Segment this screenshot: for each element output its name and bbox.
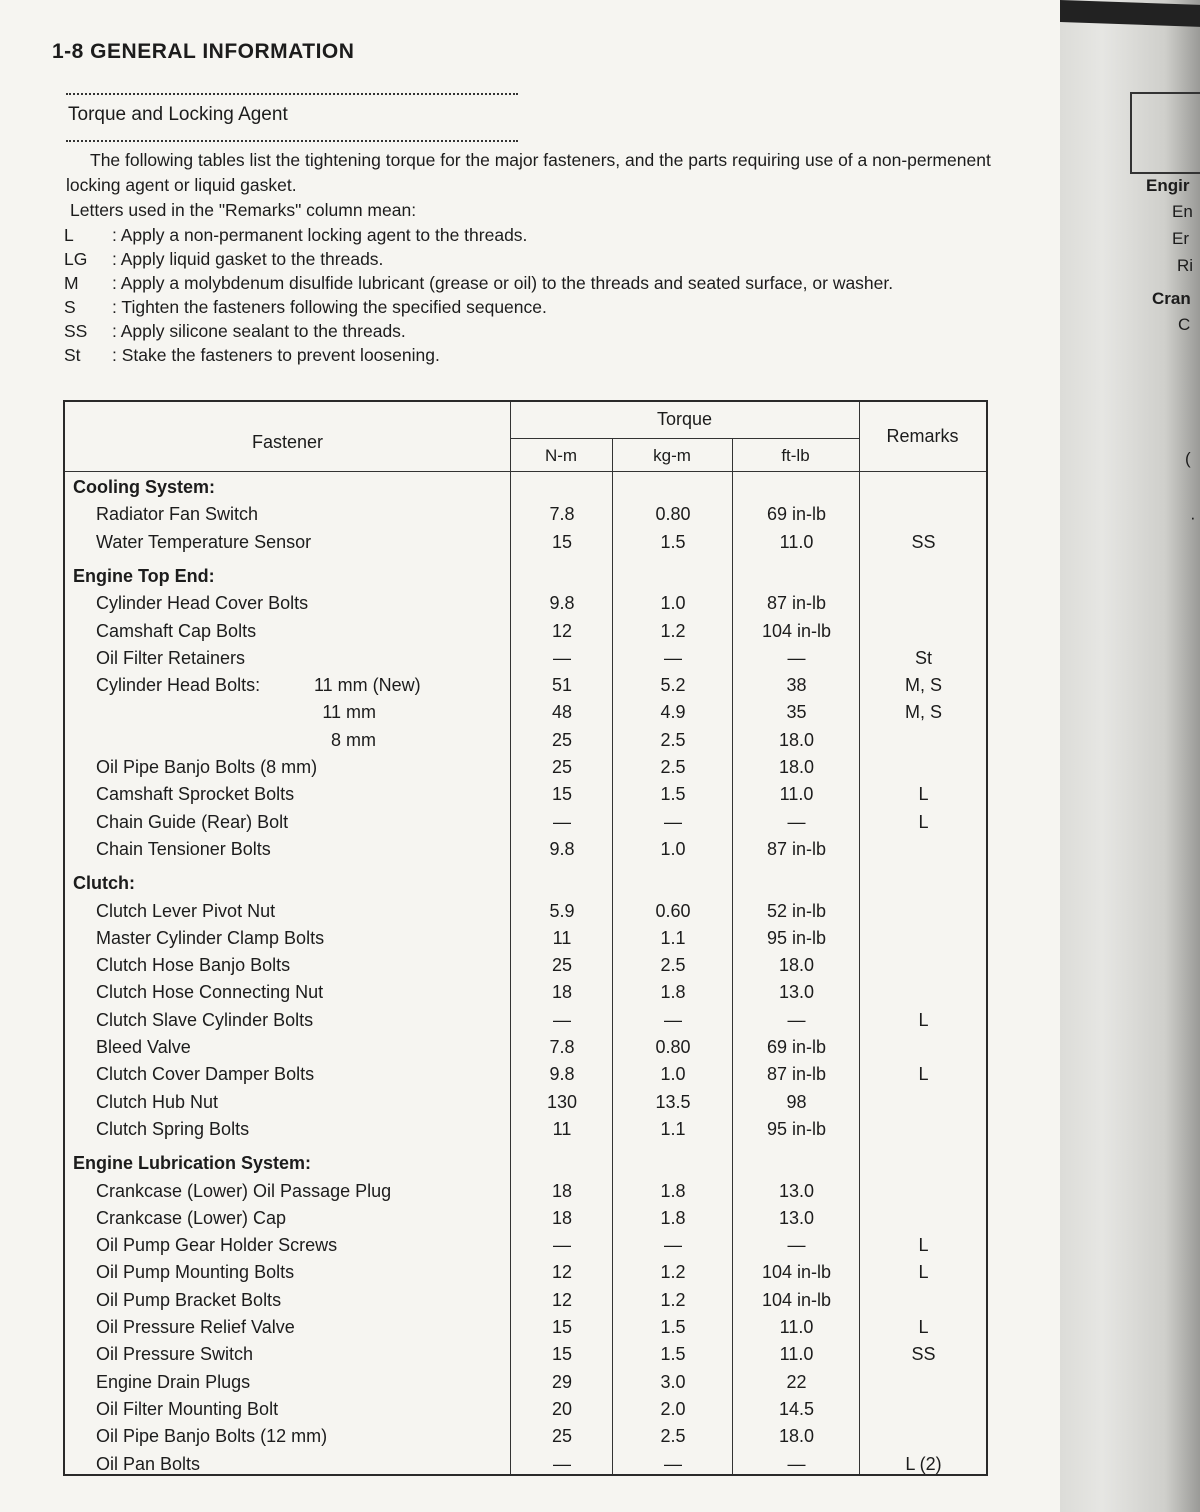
cell-nm: 18 <box>551 1207 573 1228</box>
table-row <box>65 836 986 863</box>
adjacent-page-bar <box>1060 0 1200 27</box>
header-fastener: Fastener <box>251 432 324 452</box>
section-title: 1-8 GENERAL INFORMATION <box>52 40 355 63</box>
cell-ftlb: 18.0 <box>778 1426 815 1447</box>
table-row <box>65 1007 986 1034</box>
cell-kgm: — <box>664 647 682 668</box>
cell-nm: 9.8 <box>549 593 575 614</box>
legend-text: : Apply liquid gasket to the threads. <box>112 249 384 269</box>
table-row <box>65 1287 986 1314</box>
cell-remarks: SS <box>911 1344 936 1365</box>
legend-item <box>64 272 1024 295</box>
header-torque: Torque <box>656 409 713 429</box>
cell-name: Oil Pressure Switch <box>96 1344 254 1365</box>
cell-nm: 9.8 <box>549 838 575 859</box>
cell-size: 11 mm <box>322 702 376 723</box>
legend-code: SS <box>64 321 88 341</box>
cell-name: Master Cylinder Clamp Bolts <box>96 927 325 948</box>
table-row <box>65 1232 986 1259</box>
cell-kgm: 1.8 <box>660 1207 686 1228</box>
cell-ftlb: 11.0 <box>779 1344 814 1365</box>
legend-code: St <box>64 345 81 365</box>
legend-text: : Stake the fasteners to prevent loosening. <box>112 345 440 365</box>
cell-kgm: 1.2 <box>660 620 686 641</box>
table-row <box>65 672 986 699</box>
cell-name: Oil Filter Retainers <box>96 647 246 668</box>
cell-kgm: 1.1 <box>660 927 686 948</box>
cell-ftlb: 38 <box>786 675 807 696</box>
legend-text: : Apply a non-permanent locking agent to the threads. <box>112 225 528 245</box>
cell-ftlb: 14.5 <box>778 1398 815 1419</box>
cell-remarks: L <box>918 1262 929 1283</box>
cell-ftlb: 104 in-lb <box>761 620 832 641</box>
table-row <box>65 1369 986 1396</box>
cell-name: Camshaft Cap Bolts <box>96 620 257 641</box>
cell-nm: 20 <box>551 1398 573 1419</box>
cell-size: 8 mm <box>331 729 376 750</box>
adjacent-fragment: En <box>1172 202 1193 221</box>
cell-nm: 130 <box>546 1091 578 1112</box>
cell-nm: 18 <box>551 1180 573 1201</box>
category-row <box>65 1150 986 1177</box>
cell-ftlb: 18.0 <box>778 729 815 750</box>
cell-nm: 7.8 <box>549 504 575 525</box>
legend-item <box>64 248 1024 271</box>
adjacent-page-edge <box>1060 0 1200 1512</box>
cell-kgm: 2.5 <box>660 757 686 777</box>
cell-nm: 15 <box>551 784 573 805</box>
cell-remarks: M, S <box>904 675 942 696</box>
legend-text: : Apply a molybdenum disulfide lubricant (grease or oil) to the threads and seated surface, or washer. <box>112 273 894 293</box>
cell-ftlb: 18.0 <box>778 757 815 777</box>
cell-kgm: 2.5 <box>660 955 686 976</box>
cell-ftlb: 95 in-lb <box>766 1118 827 1139</box>
cell-nm: — <box>553 1009 571 1030</box>
cell-nm: 25 <box>551 955 573 976</box>
table-row <box>65 1314 986 1341</box>
cell-kgm: 1.5 <box>660 1317 686 1337</box>
cell-kgm: — <box>664 811 682 832</box>
cell-kgm: — <box>664 1453 682 1474</box>
category-label: Cooling System: <box>73 477 216 497</box>
cell-name: Bleed Valve <box>96 1037 191 1057</box>
cell-ftlb: 13.0 <box>778 982 815 1003</box>
cell-kgm: 0.80 <box>655 1037 691 1057</box>
cell-kgm: — <box>664 1235 682 1256</box>
cell-ftlb: 13.0 <box>778 1207 815 1228</box>
cell-ftlb: 69 in-lb <box>766 1037 827 1057</box>
header-remarks: Remarks <box>886 426 959 446</box>
torque-table <box>63 400 988 1476</box>
cell-remarks: L <box>918 1317 929 1337</box>
remarks-legend <box>64 224 1024 368</box>
category-label: Clutch: <box>73 873 135 894</box>
legend-code: M <box>64 273 79 293</box>
table-row <box>65 1341 986 1368</box>
cell-kgm: 1.2 <box>660 1262 686 1283</box>
table-row <box>65 1116 986 1143</box>
cell-kgm: 1.5 <box>660 1344 686 1365</box>
table-row <box>65 699 986 726</box>
table-row <box>65 979 986 1006</box>
legend-item <box>64 296 1024 319</box>
table-row <box>65 952 986 979</box>
cell-ftlb: — <box>787 811 806 832</box>
cell-nm: 15 <box>551 1317 573 1337</box>
table-row <box>65 1089 986 1116</box>
cell-name: Clutch Hub Nut <box>96 1091 219 1112</box>
category-label: Engine Lubrication System: <box>73 1153 312 1174</box>
adjacent-fragment: · <box>1190 508 1196 527</box>
cell-name: Chain Tensioner Bolts <box>96 838 271 859</box>
cell-name: Clutch Hose Banjo Bolts <box>96 955 291 976</box>
cell-kgm: 1.0 <box>660 838 686 859</box>
table-row <box>65 1396 986 1423</box>
cell-remarks: L <box>918 1009 929 1030</box>
cell-nm: 29 <box>551 1371 573 1392</box>
cell-name: Cylinder Head Bolts: <box>96 675 261 696</box>
cell-nm: 25 <box>551 729 573 750</box>
cell-nm: — <box>553 1453 571 1474</box>
cell-nm: — <box>553 811 571 832</box>
header-divider <box>510 438 859 439</box>
cell-nm: 12 <box>551 1289 573 1310</box>
legend-code: L <box>64 225 74 245</box>
cell-name: Oil Filter Mounting Bolt <box>96 1398 279 1419</box>
dotted-rule-top <box>66 93 518 95</box>
cell-ftlb: 52 in-lb <box>766 900 827 921</box>
cell-kgm: 1.8 <box>660 1180 686 1201</box>
table-row <box>65 1451 986 1478</box>
cell-ftlb: 11.0 <box>779 1317 814 1337</box>
cell-nm: 7.8 <box>549 1037 575 1057</box>
cell-kgm: 1.1 <box>660 1118 686 1139</box>
cell-ftlb: 18.0 <box>778 955 815 976</box>
legend-text: : Apply silicone sealant to the threads. <box>112 321 406 341</box>
table-row <box>65 727 986 754</box>
cell-nm: 11 <box>552 1118 572 1139</box>
legend-code: S <box>64 297 76 317</box>
cell-kgm: 1.5 <box>660 784 686 805</box>
table-row <box>65 781 986 808</box>
cell-remarks: L (2) <box>905 1453 942 1474</box>
cell-nm: 15 <box>551 1344 573 1365</box>
cell-ftlb: 87 in-lb <box>766 593 827 614</box>
table-row <box>65 645 986 672</box>
cell-ftlb: 11.0 <box>779 784 814 805</box>
adjacent-fragment: C <box>1178 315 1191 334</box>
table-row <box>65 1205 986 1232</box>
cell-name: Crankcase (Lower) Cap <box>96 1207 287 1228</box>
subsection-heading: Torque and Locking Agent <box>68 104 288 125</box>
cell-nm: 18 <box>551 982 573 1003</box>
cell-kgm: 1.5 <box>660 531 686 552</box>
legend-item <box>64 320 1024 343</box>
legend-item <box>64 224 1024 247</box>
cell-size: 11 mm (New) <box>314 675 421 696</box>
cell-ftlb: — <box>787 1009 806 1030</box>
cell-ftlb: 35 <box>786 702 807 723</box>
header-ftlb: ft-lb <box>781 446 810 465</box>
table-row <box>65 925 986 952</box>
cell-name: Clutch Lever Pivot Nut <box>96 900 276 921</box>
table-row <box>65 501 986 528</box>
cell-ftlb: 87 in-lb <box>766 1064 827 1085</box>
header-nm: N-m <box>544 446 578 465</box>
cell-nm: 25 <box>551 1426 573 1447</box>
cell-name: Oil Pipe Banjo Bolts (8 mm) <box>96 757 318 777</box>
header-kgm: kg-m <box>653 446 691 465</box>
table-row <box>65 1178 986 1205</box>
cell-ftlb: 95 in-lb <box>766 927 827 948</box>
legend-code: LG <box>64 249 88 269</box>
adjacent-fragment: ( <box>1185 449 1191 468</box>
cell-name: Camshaft Sprocket Bolts <box>96 784 295 805</box>
adjacent-fragment: Ri <box>1177 256 1194 275</box>
cell-ftlb: — <box>787 1235 806 1256</box>
cell-kgm: 0.60 <box>655 900 691 921</box>
adjacent-fragment: Er <box>1172 229 1189 248</box>
cell-remarks: M, S <box>904 702 942 723</box>
cell-nm: — <box>553 1235 571 1256</box>
table-row <box>65 754 986 781</box>
category-label: Engine Top End: <box>73 565 215 586</box>
cell-name: Engine Drain Plugs <box>96 1371 251 1392</box>
cell-name: Oil Pressure Relief Valve <box>96 1317 295 1337</box>
cell-name: Oil Pump Bracket Bolts <box>96 1289 282 1310</box>
cell-name: Chain Guide (Rear) Bolt <box>96 811 289 832</box>
cell-kgm: 0.80 <box>655 504 691 525</box>
cell-name: Water Temperature Sensor <box>96 531 312 552</box>
cell-nm: 12 <box>551 1262 573 1283</box>
cell-name: Clutch Hose Connecting Nut <box>96 982 324 1003</box>
cell-kgm: 2.0 <box>660 1398 686 1419</box>
cell-kgm: 1.0 <box>660 1064 686 1085</box>
cell-remarks: SS <box>911 531 936 552</box>
cell-remarks: L <box>918 1235 929 1256</box>
cell-ftlb: 13.0 <box>778 1180 815 1201</box>
cell-name: Crankcase (Lower) Oil Passage Plug <box>96 1180 392 1201</box>
adjacent-page-table-edge <box>1130 92 1200 174</box>
cell-ftlb: — <box>787 1453 806 1474</box>
cell-ftlb: 87 in-lb <box>766 838 827 859</box>
category-row <box>65 870 986 897</box>
cell-name: Oil Pan Bolts <box>96 1453 201 1474</box>
cell-name: Oil Pump Mounting Bolts <box>96 1262 295 1283</box>
cell-ftlb: 11.0 <box>779 531 814 552</box>
cell-remarks: L <box>918 784 929 805</box>
cell-name: Cylinder Head Cover Bolts <box>96 593 309 614</box>
cell-remarks: St <box>914 647 932 668</box>
category-row <box>65 474 986 501</box>
table-row <box>65 1061 986 1088</box>
cell-nm: 9.8 <box>549 1064 575 1085</box>
cell-name: Clutch Slave Cylinder Bolts <box>96 1009 314 1030</box>
table-row <box>65 529 986 556</box>
cell-ftlb: — <box>787 647 806 668</box>
cell-remarks: L <box>918 811 929 832</box>
table-row <box>65 1034 986 1061</box>
cell-kgm: 1.2 <box>660 1289 686 1310</box>
adjacent-fragment: Cran <box>1152 289 1191 308</box>
legend-item <box>64 344 1024 367</box>
cell-kgm: 13.5 <box>655 1091 691 1112</box>
remarks-legend-title: Letters used in the "Remarks" column mean: <box>70 200 417 220</box>
cell-name: Clutch Spring Bolts <box>96 1118 250 1139</box>
cell-ftlb: 69 in-lb <box>766 504 827 525</box>
cell-nm: 11 <box>552 927 572 948</box>
dotted-rule-bottom <box>66 140 518 142</box>
cell-ftlb: 104 in-lb <box>761 1289 832 1310</box>
cell-nm: — <box>553 647 571 668</box>
table-row <box>65 590 986 617</box>
table-row <box>65 1423 986 1450</box>
cell-name: Radiator Fan Switch <box>96 504 259 525</box>
table-row <box>65 898 986 925</box>
table-row <box>65 1259 986 1286</box>
cell-kgm: 3.0 <box>660 1371 686 1392</box>
cell-kgm: 1.8 <box>660 982 686 1003</box>
cell-name: Oil Pump Gear Holder Screws <box>96 1235 338 1256</box>
cell-nm: 51 <box>551 675 573 696</box>
cell-remarks: L <box>918 1064 929 1085</box>
cell-nm: 12 <box>551 620 573 641</box>
adjacent-fragment: Engir <box>1146 176 1190 195</box>
cell-kgm: 1.0 <box>660 593 686 614</box>
cell-ftlb: 98 <box>786 1091 807 1112</box>
cell-kgm: 2.5 <box>660 729 686 750</box>
cell-nm: 48 <box>551 702 573 723</box>
legend-text: : Tighten the fasteners following the specified sequence. <box>112 297 547 317</box>
header-bottom-rule <box>65 471 986 472</box>
table-row <box>65 809 986 836</box>
category-row <box>65 563 986 590</box>
cell-ftlb: 22 <box>786 1371 807 1392</box>
cell-kgm: 2.5 <box>660 1426 686 1447</box>
cell-kgm: — <box>664 1009 682 1030</box>
cell-name: Oil Pipe Banjo Bolts (12 mm) <box>96 1426 328 1447</box>
cell-name: Clutch Cover Damper Bolts <box>96 1064 315 1085</box>
cell-nm: 5.9 <box>549 900 575 921</box>
cell-kgm: 5.2 <box>660 675 686 696</box>
intro-paragraph: The following tables list the tightening torque for the major fasteners, and the parts requiring use of a non-permenent locking agent or liquid gasket. <box>66 150 991 195</box>
cell-nm: 15 <box>551 531 573 552</box>
cell-nm: 25 <box>551 757 573 777</box>
cell-ftlb: 104 in-lb <box>761 1262 832 1283</box>
table-row <box>65 618 986 645</box>
cell-kgm: 4.9 <box>660 702 686 723</box>
